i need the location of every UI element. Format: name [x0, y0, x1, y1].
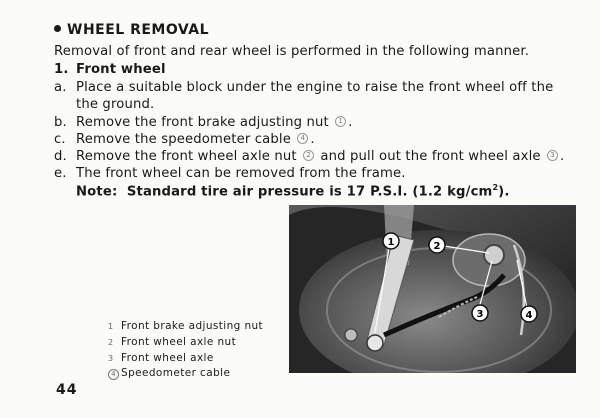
callout-2	[429, 237, 445, 253]
step-heading: 1. Front wheel	[54, 62, 166, 77]
step-d: d. Remove the front wheel axle nut 2 and pull out the front wheel axle 3 .	[54, 149, 565, 164]
section-heading: WHEEL REMOVAL	[54, 22, 209, 38]
ref-marker: 2	[303, 150, 314, 161]
svg-text:4: 4	[525, 310, 533, 321]
page-number: 44	[56, 382, 78, 398]
bullet-icon	[54, 25, 61, 32]
step-b: b. Remove the front brake adjusting nut 1 .	[54, 115, 353, 130]
adjusting-nut	[367, 335, 383, 351]
figure-legend	[108, 319, 263, 381]
svg-text:1: 1	[387, 237, 395, 248]
intro-text: Removal of front and rear wheel is performed in the following manner.	[54, 44, 530, 59]
step-c: c. Remove the speedometer cable 4 .	[54, 132, 315, 147]
ref-marker: 3	[547, 150, 558, 161]
legend-item: 4 Speedometer cable	[108, 366, 263, 381]
wheel-hub-photo	[289, 205, 576, 373]
legend-item: 1 Front brake adjusting nut	[108, 320, 264, 332]
ref-marker: 4	[297, 133, 308, 144]
callout-3	[472, 305, 488, 321]
callout-1	[383, 233, 399, 249]
step-a: a. Place a suitable block under the engine to raise the front wheel off the	[54, 80, 554, 95]
step-e: e. The front wheel can be removed from the frame.	[54, 166, 406, 181]
wheel-hub-illustration	[289, 205, 576, 373]
svg-text:3: 3	[476, 309, 484, 320]
callout-4	[521, 306, 537, 322]
legend-item: 2 Front wheel axle nut	[108, 335, 237, 348]
svg-text:2: 2	[433, 241, 441, 252]
note: Note: Standard tire air pressure is 17 P.S.I. (1.2 $kg/cm^2$).	[76, 183, 510, 200]
step-a-cont: the ground.	[76, 97, 155, 112]
ref-marker: 1	[335, 116, 346, 127]
legend-item: 3 Front wheel axle	[108, 351, 214, 364]
